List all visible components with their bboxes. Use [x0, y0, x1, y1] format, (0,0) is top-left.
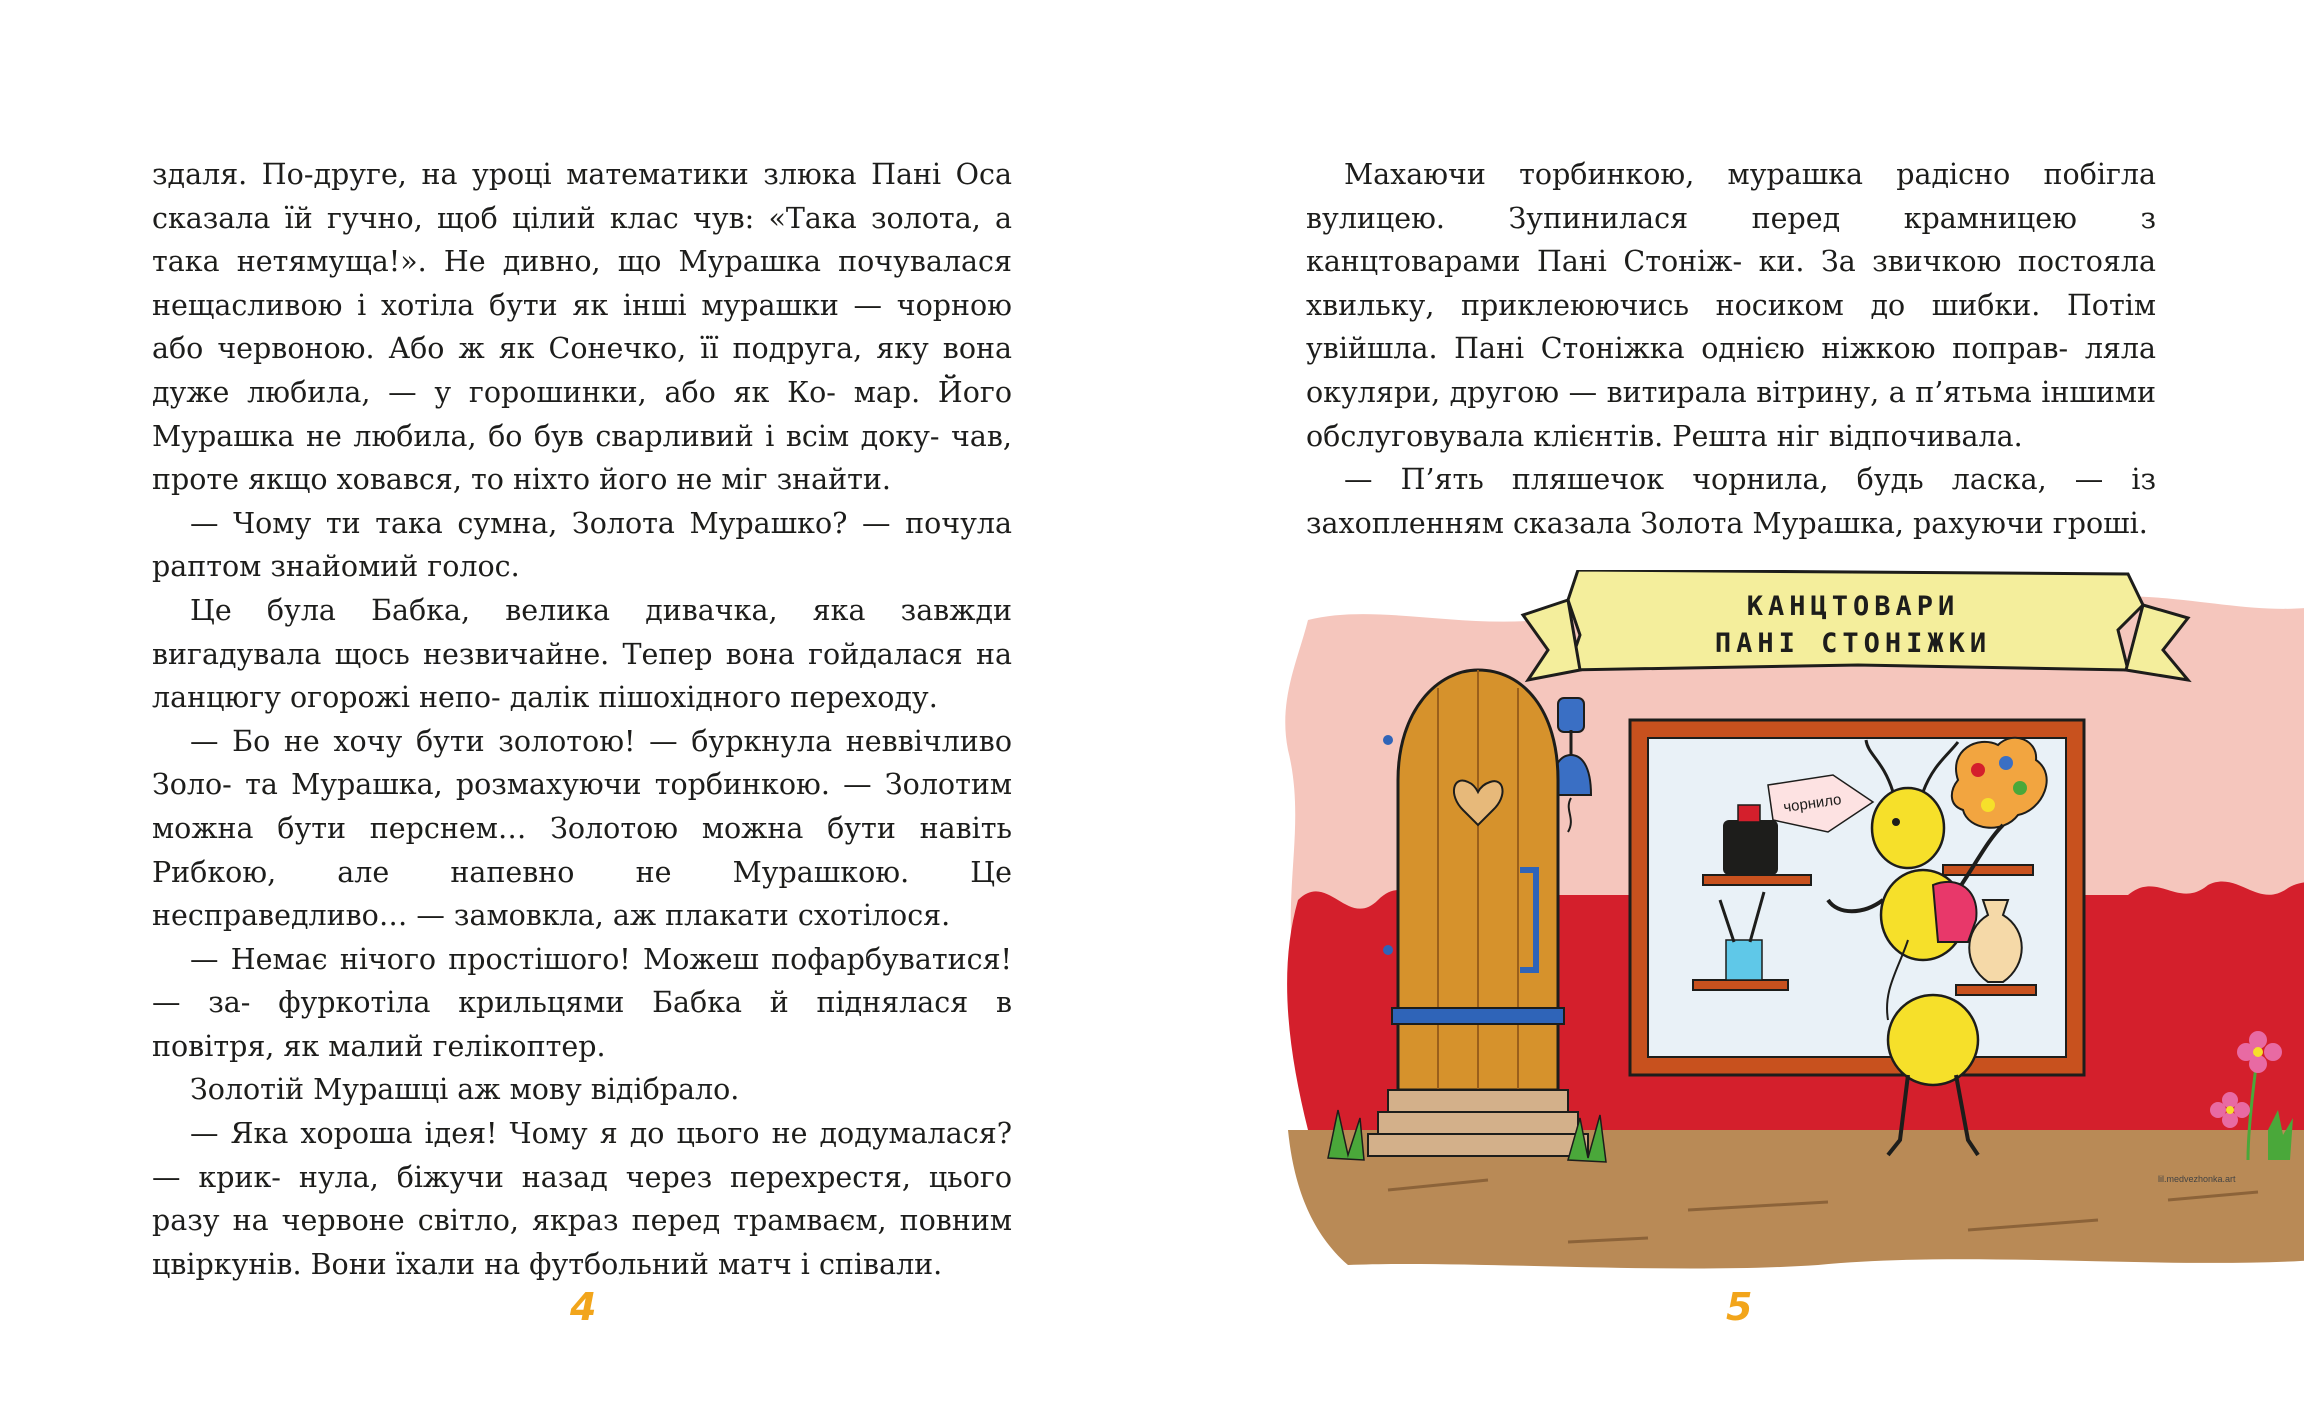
paragraph	[1306, 458, 2156, 545]
text-line: чав, проте якщо ховався, то ніхто його не міг знайти.	[152, 419, 1012, 497]
shop-illustration	[1268, 570, 2304, 1270]
ink-bottle	[1723, 820, 1778, 875]
paragraph	[152, 153, 1012, 502]
text-line: їй гучно, щоб цілий клас чув: «Така золота, а така нетямуща!».	[152, 201, 1012, 279]
text-line: схотілося.	[797, 899, 951, 933]
paragraph	[152, 502, 1012, 589]
shop-sign	[1523, 570, 2188, 680]
text-line: як інші мурашки — чорною або червоною. Або ж як Сонечко,	[152, 288, 1012, 366]
text-line: — Чому ти така сумна, Золота Мурашко? — почула раптом	[152, 506, 1012, 584]
door-steps	[1368, 1090, 1588, 1156]
artist-signature: lil.medvezhonka.art	[2158, 1174, 2236, 1184]
text-line: нула, біжучи назад через перехрестя, цього разу на червоне	[152, 1160, 1013, 1238]
right-page	[1152, 0, 2304, 1418]
text-line: Золотій Мурашці аж мову відібрало.	[190, 1073, 740, 1107]
text-line: здаля. По-друге, на уроці математики злюка Пані Оса сказала	[152, 158, 1012, 235]
text-line: Зупинилася перед крамницею з канцтоварами Пані Стоніж-	[1306, 201, 2157, 279]
ink-tag: чорнило	[1782, 791, 1843, 817]
paragraph	[152, 720, 1012, 938]
page-number: 4	[570, 1285, 597, 1329]
text-line: Махаючи торбинкою, мурашка радісно побігла вулицею.	[1306, 158, 2156, 235]
text-line: обслуговувала клієнтів. Решта ніг відпочивала.	[1306, 419, 2023, 453]
text-line: світло, якраз перед трамваєм, повним цвіркунів. Вони їхали	[152, 1204, 1013, 1281]
text-line: Це була Бабка, велика дивачка, яка завжди вигадувала щось	[152, 593, 1012, 671]
text-line: гелікоптер.	[432, 1029, 606, 1063]
text-line: не Мурашкою. Це несправедливо… — замовкла, аж плакати	[152, 855, 1012, 933]
text-line: перснем… Золотою можна бути навіть Рибкою, але напевно	[152, 811, 1013, 889]
shop-door	[1383, 670, 1564, 1090]
text-line: шибки. Потім увійшла. Пані Стоніжка однією ніжкою поправ-	[1306, 288, 2157, 366]
paragraph	[152, 589, 1012, 720]
text-line: мар. Його Мурашка не любила, бо був сварливий і всім доку-	[152, 375, 1013, 453]
text-line: та Мурашка, розмахуючи торбинкою. — Золотим можна бути	[152, 768, 1013, 845]
text-line: — П’ять пляшечок чорнила, будь ласка, — із захопленням	[1306, 463, 2156, 540]
text-line: далік пішохідного переходу.	[509, 681, 938, 715]
text-line: — Бо не хочу бути золотою! — буркнула неввічливо Золо-	[152, 724, 1012, 802]
right-page-text	[1306, 153, 2156, 545]
text-line: Не дивно, що Мурашка почувалася нещасливою і хотіла бути	[152, 245, 1012, 322]
backpack-icon	[1933, 882, 1976, 942]
paragraph	[1306, 153, 2156, 458]
paragraph	[152, 938, 1012, 1069]
text-line: — Яка хороша ідея! Чому я до цього не додумалася? — крик-	[152, 1117, 1012, 1194]
paragraph	[152, 1112, 1012, 1286]
left-page-text	[152, 153, 1012, 1286]
text-line: ки. За звичкою постояла хвильку, приклеюючись носиком до	[1306, 245, 2156, 322]
text-line: на футбольний матч і співали.	[484, 1247, 943, 1281]
text-line: ляла окуляри, другою — витирала вітрину, а п’ятьма іншими	[1306, 332, 2156, 409]
text-line: — Немає нічого простішого! Можеш пофарбуватися! — за-	[152, 942, 1012, 1020]
sign-line-2: ПАНІ СТОНІЖКИ	[1714, 628, 1992, 659]
sign-line-1: КАНЦТОВАРИ	[1746, 591, 1960, 622]
text-line: сказала Золота Мурашка, рахуючи гроші.	[1512, 506, 2148, 540]
text-line: фуркотіла крильцями Бабка й піднялася в повітря, як малий	[152, 986, 1012, 1063]
text-line: незвичайне. Тепер вона гойдалася на ланцюгу огорожі непо-	[152, 637, 1013, 715]
text-line: її подруга, яку вона дуже любила, — у горошинки, або як Ко-	[152, 332, 1012, 409]
paragraph	[152, 1068, 1012, 1112]
page-number: 5	[1726, 1285, 1753, 1329]
text-line: знайомий голос.	[270, 550, 520, 584]
